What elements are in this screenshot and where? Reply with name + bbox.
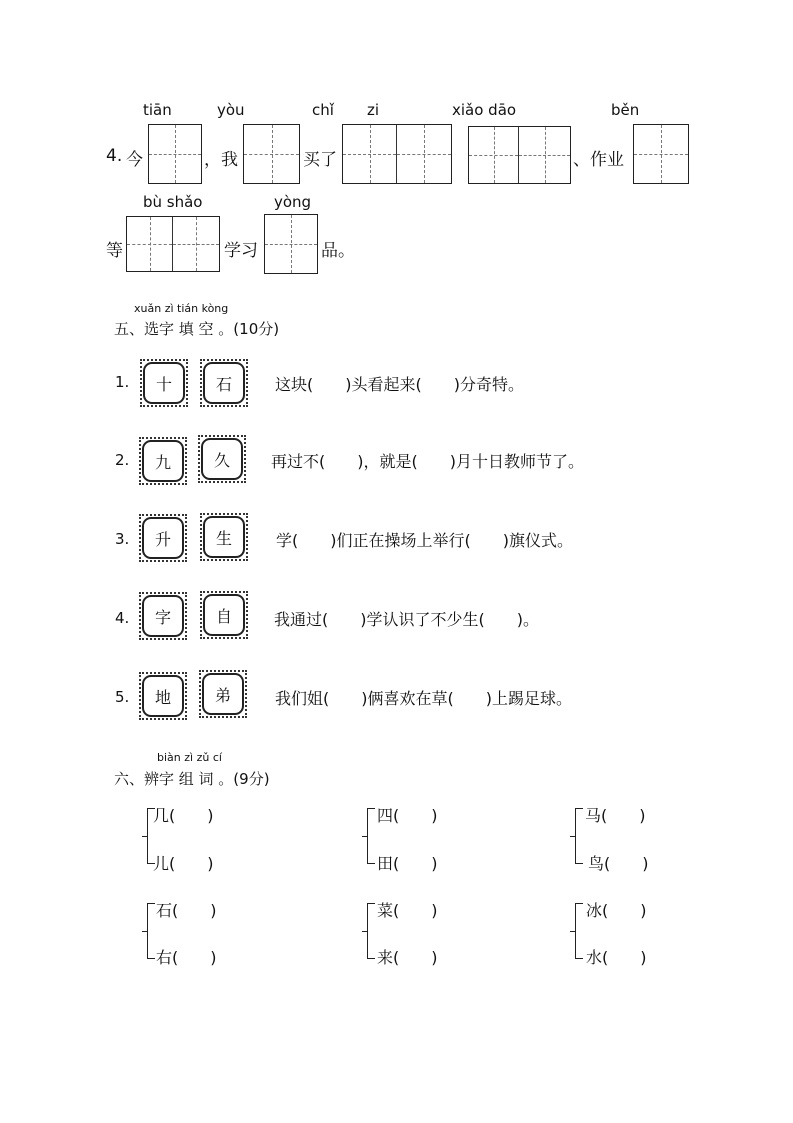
char-choice-b: 久 bbox=[201, 438, 243, 480]
fill-sentence[interactable]: 我通过( )学认识了不少生( )。 bbox=[274, 610, 539, 629]
word-pair-bottom[interactable]: 水( ) bbox=[586, 948, 647, 967]
word-pair-top[interactable]: 冰( ) bbox=[586, 901, 647, 920]
text-wo: ，我 bbox=[204, 150, 238, 170]
char-choice-b: 石 bbox=[203, 362, 245, 404]
pinyin-zi: zi bbox=[367, 101, 380, 119]
text-jin: 今 bbox=[126, 150, 143, 170]
fill-sentence[interactable]: 我们姐( )俩喜欢在草( )上踢足球。 bbox=[275, 689, 572, 708]
pinyin-chi: chǐ bbox=[312, 101, 334, 119]
char-choice-a: 九 bbox=[142, 440, 184, 482]
char-choice-a: 十 bbox=[143, 362, 185, 404]
word-pair-top[interactable]: 菜( ) bbox=[377, 901, 438, 920]
pinyin-yong: yòng bbox=[274, 193, 312, 211]
section5-pinyin: xuǎn zì tián kòng bbox=[134, 302, 229, 315]
item-number: 2. bbox=[115, 451, 130, 469]
brace-icon bbox=[575, 903, 586, 959]
text-deng: 等 bbox=[106, 241, 123, 261]
text-pin: 品。 bbox=[321, 241, 355, 261]
word-pair-top[interactable]: 几( ) bbox=[153, 806, 214, 825]
word-pair-top[interactable]: 石( ) bbox=[156, 901, 217, 920]
item-number: 5. bbox=[115, 688, 130, 706]
fill-sentence[interactable]: 这块( )头看起来( )分奇特。 bbox=[275, 375, 524, 394]
char-choice-a: 地 bbox=[142, 675, 184, 717]
item-number: 3. bbox=[115, 530, 130, 548]
tianzige-box-chizi[interactable] bbox=[342, 124, 452, 184]
tianzige-box-yong[interactable] bbox=[264, 214, 318, 274]
char-choice-b: 生 bbox=[203, 516, 245, 558]
word-pair-top[interactable]: 四( ) bbox=[377, 806, 438, 825]
text-zuoye: 、作业 bbox=[573, 150, 624, 170]
char-choice-a: 字 bbox=[142, 595, 184, 637]
pinyin-ben: běn bbox=[611, 101, 640, 119]
pinyin-you: yòu bbox=[217, 101, 245, 119]
text-xuexi: 学习 bbox=[224, 241, 258, 261]
word-pair-bottom[interactable]: 田( ) bbox=[377, 854, 438, 873]
pinyin-bushao: bù shǎo bbox=[143, 193, 203, 211]
item-number: 1. bbox=[115, 373, 130, 391]
word-pair-bottom[interactable]: 右( ) bbox=[156, 948, 217, 967]
question-number: 4. bbox=[106, 146, 123, 166]
tianzige-box-tian[interactable] bbox=[148, 124, 202, 184]
word-pair-bottom[interactable]: 鸟( ) bbox=[588, 854, 649, 873]
tianzige-box-bushao[interactable] bbox=[126, 216, 220, 272]
word-pair-bottom[interactable]: 儿( ) bbox=[153, 854, 214, 873]
item-number: 4. bbox=[115, 609, 130, 627]
word-pair-bottom[interactable]: 来( ) bbox=[377, 948, 438, 967]
fill-sentence[interactable]: 学( )们正在操场上举行( )旗仪式。 bbox=[276, 531, 573, 550]
tianzige-box-you[interactable] bbox=[243, 124, 300, 184]
char-choice-b: 自 bbox=[203, 594, 245, 636]
section6-title: 六、辨字 组 词 。(9分) bbox=[114, 770, 270, 788]
char-choice-b: 弟 bbox=[202, 673, 244, 715]
tianzige-box-xiaodao[interactable] bbox=[468, 126, 571, 184]
fill-sentence[interactable]: 再过不( )，就是( )月十日教师节了。 bbox=[271, 452, 584, 471]
text-maile: 买了 bbox=[303, 150, 337, 170]
pinyin-xiaodao: xiǎo dāo bbox=[452, 101, 517, 119]
char-choice-a: 升 bbox=[142, 517, 184, 559]
section5-title: 五、选字 填 空 。(10分) bbox=[114, 320, 280, 338]
word-pair-top[interactable]: 马( ) bbox=[585, 806, 646, 825]
tianzige-box-ben[interactable] bbox=[633, 124, 689, 184]
pinyin-tian: tiān bbox=[143, 101, 172, 119]
section6-pinyin: biàn zì zǔ cí bbox=[157, 751, 222, 764]
